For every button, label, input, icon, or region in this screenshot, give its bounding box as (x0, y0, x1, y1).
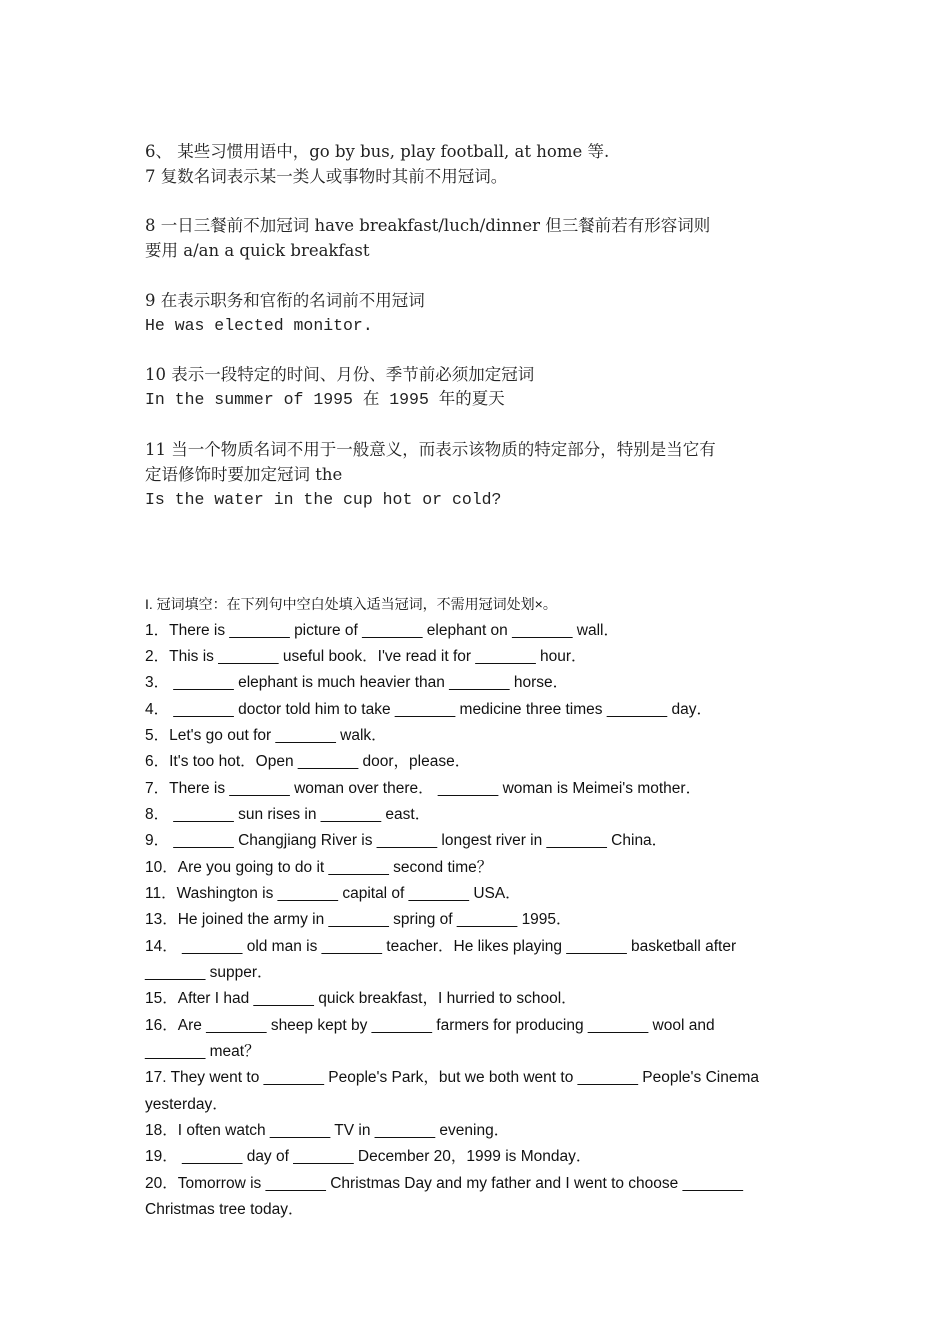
exercise-item-14-cont: _______ supper． (145, 964, 273, 981)
rule-9-example: He was elected monitor. (145, 316, 373, 335)
exercise-item-1: 1．There is _______ picture of _______ elephant on _______ wall． (145, 622, 619, 639)
exercise-heading: I. 冠词填空：在下列句中空白处填入适当冠词，不需用冠词处划×。 (145, 596, 557, 612)
exercise-item-11: 11．Washington is _______ capital of _______ USA． (145, 885, 521, 902)
exercise-item-5: 5．Let's go out for _______ walk． (145, 727, 387, 744)
exercise-item-19: 19． _______ day of _______ December 20，1999 is Monday． (145, 1148, 592, 1165)
rule-11-text: 11 当一个物质名词不用于一般意义，而表示该物质的特定部分，特别是当它有 (145, 440, 716, 459)
rule-10-text: 10 表示一段特定的时间、月份、季节前必须加定冠词 (145, 365, 535, 384)
exercise-item-4: 4． _______ doctor told him to take _______ medicine three times _______ day． (145, 701, 712, 718)
exercise-item-15: 15．After I had _______ quick breakfast，I hurried to school． (145, 990, 577, 1007)
exercise-item-2: 2．This is _______ useful book．I've read it for _______ hour． (145, 648, 587, 665)
exercise-item-7: 7．There is _______ woman over there． _______ woman is Meimei's mother． (145, 780, 702, 797)
rule-11-text-cont: 定语修饰时要加定冠词 the (145, 465, 343, 484)
exercise-item-8: 8． _______ sun rises in _______ east． (145, 806, 431, 823)
exercise-item-17-cont: yesterday． (145, 1096, 228, 1113)
exercise-item-18: 18．I often watch _______ TV in _______ evening． (145, 1122, 510, 1139)
exercise-item-6: 6．It's too hot．Open _______ door，please． (145, 753, 471, 770)
exercise-item-20-cont: Christmas tree today． (145, 1201, 304, 1218)
exercise-item-10: 10．Are you going to do it _______ second time？ (145, 859, 493, 876)
exercise-item-14: 14． _______ old man is _______ teacher．He likes playing _______ basketball after (145, 938, 737, 955)
rule-11-example: Is the water in the cup hot or cold? (145, 490, 502, 509)
exercise-item-9: 9． _______ Changjiang River is _______ longest river in _______ China． (145, 832, 668, 849)
rule-9-text: 9 在表示职务和官衔的名词前不用冠词 (145, 291, 425, 310)
exercise-item-16: 16．Are _______ sheep kept by _______ farmers for producing _______ wool and (145, 1017, 715, 1034)
rule-8-text: 8 一日三餐前不加冠词 have breakfast/luch/dinner 但三餐前若有形容词则 (145, 216, 711, 235)
exercise-item-20: 20．Tomorrow is _______ Christmas Day and my father and I went to choose _______ (145, 1175, 743, 1192)
exercise-item-16-cont: _______ meat？ (145, 1043, 260, 1060)
rule-6-text: 6、 某些习惯用语中，go by bus, play football, at home 等. (145, 142, 610, 161)
exercise-item-3: 3． _______ elephant is much heavier than _______ horse． (145, 674, 569, 691)
rule-7-text: 7 复数名词表示某一类人或事物时其前不用冠词。 (145, 167, 508, 186)
exercise-item-13: 13．He joined the army in _______ spring of _______ 1995． (145, 911, 572, 928)
rule-10-example: In the summer of 1995 在 1995 年的夏天 (145, 390, 505, 409)
rule-8-example: 要用 a/an a quick breakfast (145, 241, 370, 260)
exercise-item-17: 17. They went to _______ People's Park，but we both went to _______ People's Cinema (145, 1069, 759, 1086)
